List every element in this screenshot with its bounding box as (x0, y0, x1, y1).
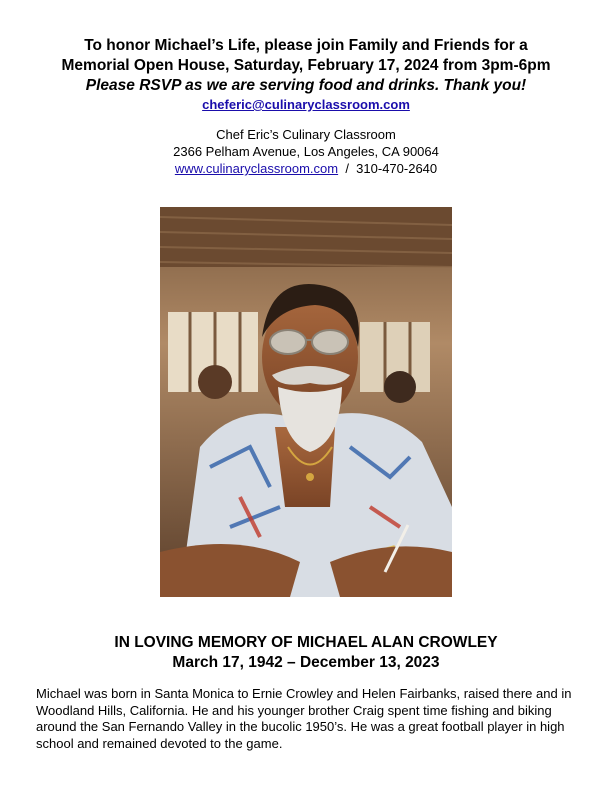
invitation-line-1: To honor Michael’s Life, please join Family and Friends for a (84, 37, 528, 54)
venue-address: 2366 Pelham Avenue, Los Angeles, CA 90064 (173, 144, 439, 159)
contact-separator: / (338, 161, 357, 176)
rsvp-email-link[interactable]: cheferic@culinaryclassroom.com (202, 97, 410, 112)
memorial-dates: March 17, 1942 – December 13, 2023 (172, 654, 440, 671)
website-link[interactable]: www.culinaryclassroom.com (174, 161, 339, 176)
invitation-line-2: Memorial Open House, Saturday, February 17, 2024 from 3pm-6pm (61, 57, 551, 74)
venue-contact-line (0, 160, 612, 177)
venue-name: Chef Eric’s Culinary Classroom (216, 127, 396, 142)
rsvp-note: Please RSVP as we are serving food and drinks. Thank you! (85, 77, 527, 94)
memorial-photo (160, 207, 452, 597)
invitation-header (0, 36, 612, 114)
phone-number: 310-470-2640 (356, 161, 438, 176)
venue-block (0, 126, 612, 177)
biography-paragraph: Michael was born in Santa Monica to Ernie Crowley and Helen Fairbanks, raised there and in Woodland Hills, California. He and his younger brother Craig spent time fishing and biking around the San Fernando Valley in the bucolic 1950’s. He was a great football player in high school and remained devoted to the game. (36, 686, 572, 751)
memorial-title: IN LOVING MEMORY OF MICHAEL ALAN CROWLEY (114, 634, 498, 651)
portrait-image (160, 207, 452, 597)
memorial-heading (0, 633, 612, 673)
